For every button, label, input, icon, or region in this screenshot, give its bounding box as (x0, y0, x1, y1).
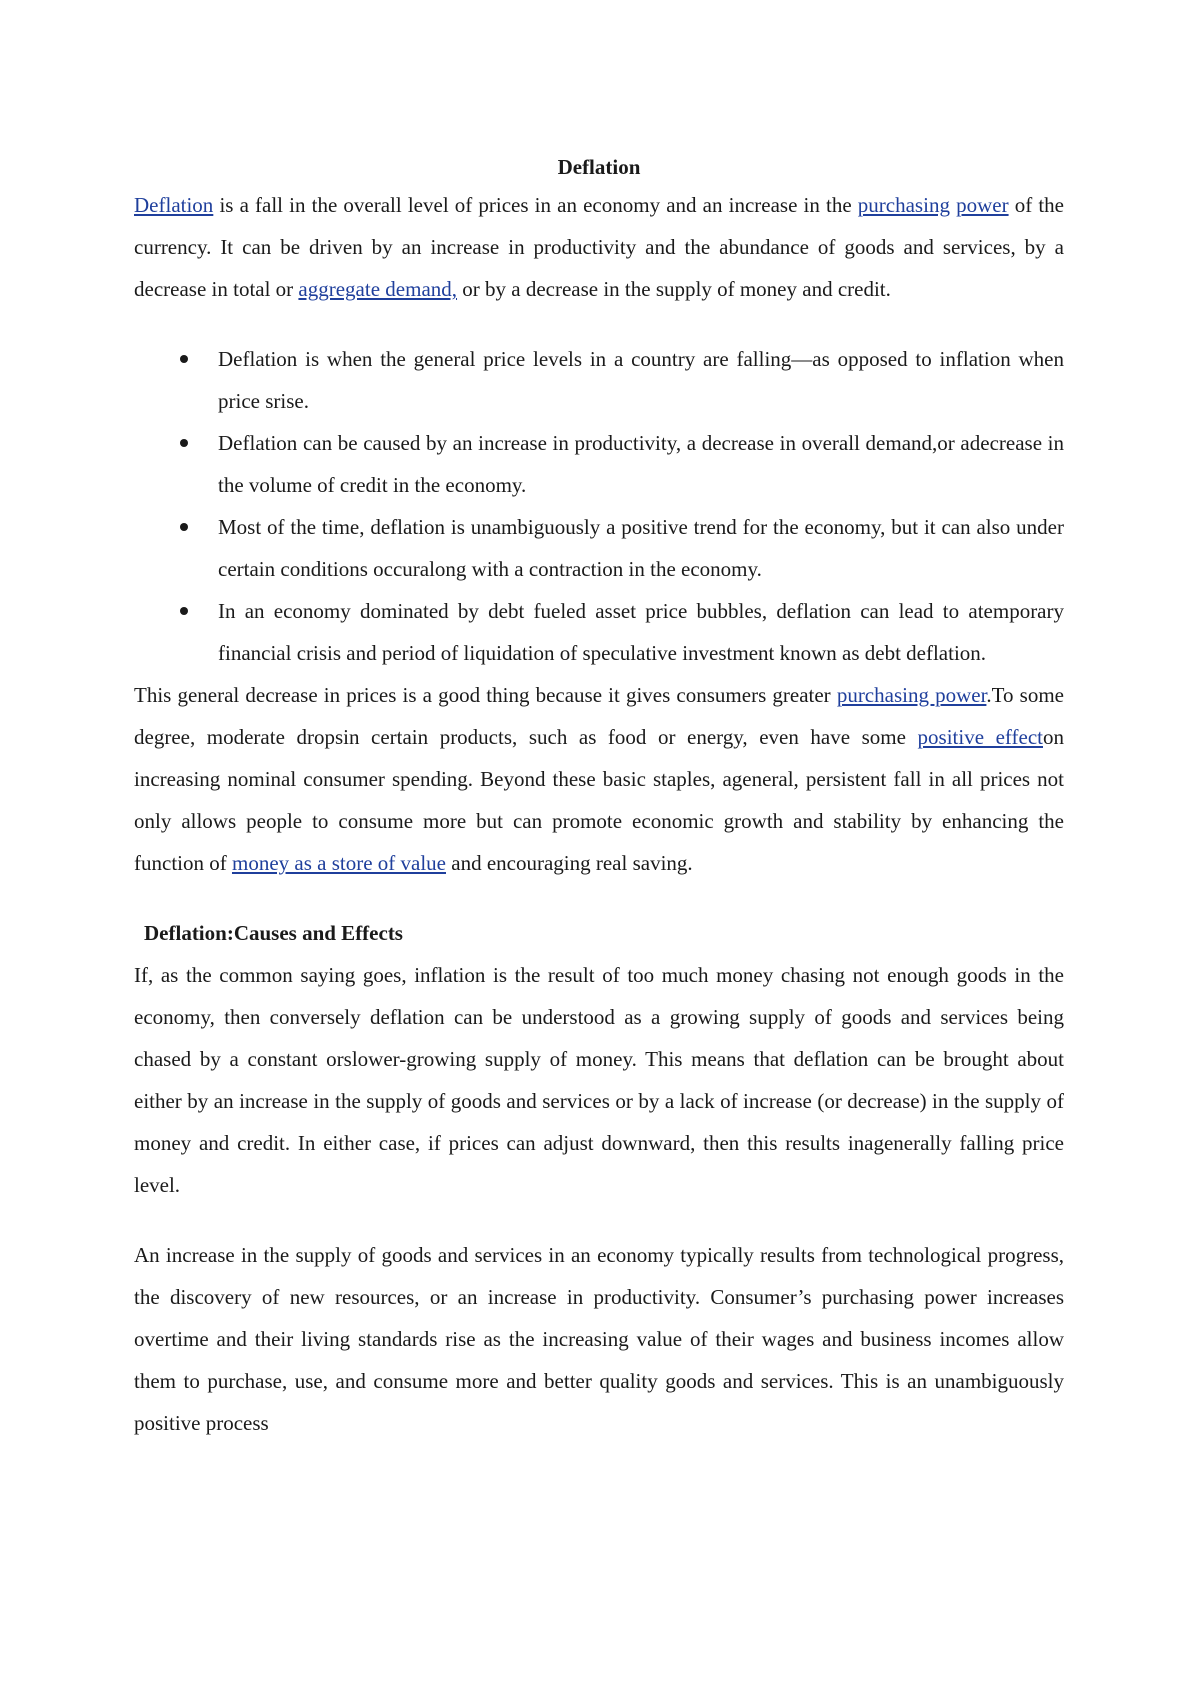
link-money-store-of-value[interactable]: money as a store of value (231, 851, 446, 875)
bullet-icon (180, 439, 188, 447)
paragraph-supply-increase: An increase in the supply of goods and services in an economy typically results from technological progress, the discovery of new resources, or an increase in productivity. Consumer’s purchasing power increases overtime and their living standards rise as the increasing value of their wages and business incomes allow them to purchase, use, and consume more and better quality goods and services. This is an unambiguously positive process (134, 1243, 1064, 1435)
list-item-text: Deflation is when the general price levels in a country are falling—as opposed to inflation when price srise. (218, 347, 1064, 413)
bullet-icon (180, 355, 188, 363)
list-item-text: In an economy dominated by debt fueled asset price bubbles, deflation can lead to atemporary financial crisis and period of liquidation of speculative investment known as debt deflation. (218, 599, 1064, 665)
paragraph-benefits (134, 674, 1064, 884)
intro-text-3: of the currency. It can be driven by an increase in productivity and the abundance of goods and services, by a decrease in total or (134, 193, 1064, 301)
list-item (218, 422, 1064, 506)
list-item-text: Deflation can be caused by an increase in productivity, a decrease in overall demand,or adecrease in the volume of credit in the economy. (218, 431, 1064, 497)
list-item-text: Most of the time, deflation is unambiguously a positive trend for the economy, but it can also under certain conditions occuralong with a contraction in the economy. (218, 515, 1064, 581)
section-heading: Deflation:Causes and Effects (144, 921, 403, 945)
spacer (134, 884, 1064, 912)
para2-text-2: .To some degree, moderate dropsin certain products, such as food or energy, even have some (134, 683, 1064, 749)
bullet-icon (180, 607, 188, 615)
list-item (218, 590, 1064, 674)
link-aggregate-demand[interactable]: aggregate demand, (298, 277, 458, 301)
link-deflation[interactable]: Deflation (134, 193, 214, 217)
link-purchasing[interactable]: purchasing (857, 193, 950, 217)
bullet-list (134, 338, 1064, 674)
paragraph-causes: If, as the common saying goes, inflation is the result of too much money chasing not enough goods in the economy, then conversely deflation can be understood as a growing supply of goods and services being chased by a constant orslower-growing supply of money. This means that deflation can be brought about either by an increase in the supply of goods and services or by a lack of increase (or decrease) in the supply of money and credit. In either case, if prices can adjust downward, then this results inagenerally falling price level. (134, 963, 1064, 1197)
intro-text-1: is a fall in the overall level of prices in an economy and an increase in the (213, 193, 858, 217)
link-positive-effect[interactable]: positive effect (917, 725, 1043, 749)
para2-text-4: and encouraging real saving. (446, 851, 693, 875)
bullet-icon (180, 523, 188, 531)
intro-text-4: or by a decrease in the supply of money and credit. (457, 277, 891, 301)
para2-text-1: This general decrease in prices is a good thing because it gives consumers greater (134, 683, 837, 707)
document-page (134, 150, 1064, 1444)
para2-text-3: on increasing nominal consumer spending. Beyond these basic staples, ageneral, persistent fall in all prices not only allows people to consume more but can promote economic growth and stability by enhancing the function of (134, 725, 1064, 875)
intro-paragraph (134, 184, 1064, 310)
document-title: Deflation (557, 155, 641, 179)
list-item (218, 338, 1064, 422)
spacer (134, 1206, 1064, 1234)
link-power[interactable]: power (956, 193, 1009, 217)
list-item (218, 506, 1064, 590)
link-purchasing-power[interactable]: purchasing power (836, 683, 987, 707)
